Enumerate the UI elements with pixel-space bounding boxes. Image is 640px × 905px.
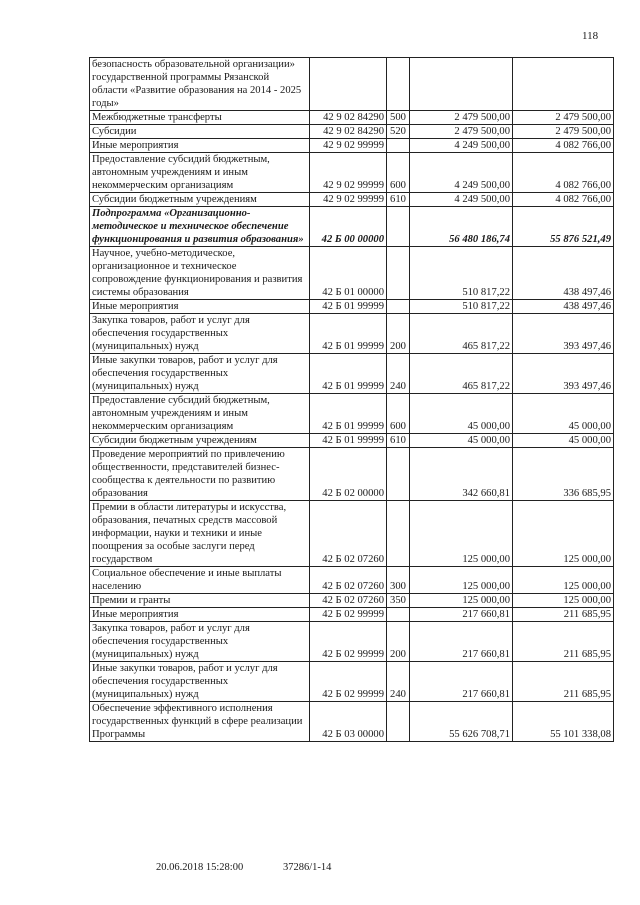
table-row bbox=[90, 139, 614, 153]
executed-amount: 55 101 338,08 bbox=[513, 702, 614, 742]
executed-amount: 125 000,00 bbox=[513, 594, 614, 608]
planned-amount: 45 000,00 bbox=[410, 394, 513, 434]
planned-amount: 465 817,22 bbox=[410, 314, 513, 354]
table-row bbox=[90, 394, 614, 434]
footer-document-code: 37286/1-14 bbox=[283, 862, 332, 873]
target-article-code: 42 Б 01 00000 bbox=[310, 247, 387, 300]
planned-amount: 4 249 500,00 bbox=[410, 153, 513, 193]
table-row bbox=[90, 125, 614, 139]
row-name: Межбюджетные трансферты bbox=[90, 111, 310, 125]
planned-amount: 45 000,00 bbox=[410, 434, 513, 448]
target-article-code: 42 9 02 99999 bbox=[310, 139, 387, 153]
expense-type-code bbox=[387, 58, 410, 111]
target-article-code: 42 Б 01 99999 bbox=[310, 394, 387, 434]
row-name: Закупка товаров, работ и услуг для обеспечения государственных (муниципальных) нужд bbox=[90, 314, 310, 354]
row-name: Иные закупки товаров, работ и услуг для обеспечения государственных (муниципальных) нужд bbox=[90, 662, 310, 702]
table-row bbox=[90, 153, 614, 193]
expense-type-code: 610 bbox=[387, 434, 410, 448]
planned-amount: 4 249 500,00 bbox=[410, 139, 513, 153]
table-row bbox=[90, 207, 614, 247]
target-article-code: 42 Б 01 99999 bbox=[310, 434, 387, 448]
table-row bbox=[90, 662, 614, 702]
executed-amount: 211 685,95 bbox=[513, 622, 614, 662]
planned-amount: 510 817,22 bbox=[410, 300, 513, 314]
table-row bbox=[90, 608, 614, 622]
executed-amount: 45 000,00 bbox=[513, 394, 614, 434]
planned-amount: 217 660,81 bbox=[410, 662, 513, 702]
table-row bbox=[90, 314, 614, 354]
row-name: Иные закупки товаров, работ и услуг для обеспечения государственных (муниципальных) нужд bbox=[90, 354, 310, 394]
target-article-code: 42 Б 02 00000 bbox=[310, 448, 387, 501]
table-row bbox=[90, 300, 614, 314]
expense-type-code bbox=[387, 139, 410, 153]
table-row bbox=[90, 247, 614, 300]
executed-amount bbox=[513, 58, 614, 111]
expense-type-code bbox=[387, 448, 410, 501]
executed-amount: 55 876 521,49 bbox=[513, 207, 614, 247]
planned-amount: 55 626 708,71 bbox=[410, 702, 513, 742]
expense-type-code bbox=[387, 247, 410, 300]
executed-amount: 2 479 500,00 bbox=[513, 125, 614, 139]
planned-amount: 2 479 500,00 bbox=[410, 125, 513, 139]
executed-amount: 393 497,46 bbox=[513, 354, 614, 394]
table-row bbox=[90, 501, 614, 567]
expense-type-code: 500 bbox=[387, 111, 410, 125]
target-article-code: 42 Б 00 00000 bbox=[310, 207, 387, 247]
row-name: Субсидии bbox=[90, 125, 310, 139]
footer-timestamp: 20.06.2018 15:28:00 bbox=[156, 862, 244, 873]
target-article-code: 42 Б 02 07260 bbox=[310, 567, 387, 594]
target-article-code: 42 Б 02 99999 bbox=[310, 622, 387, 662]
planned-amount: 125 000,00 bbox=[410, 501, 513, 567]
expense-type-code: 240 bbox=[387, 354, 410, 394]
planned-amount: 125 000,00 bbox=[410, 567, 513, 594]
expense-type-code bbox=[387, 300, 410, 314]
expense-type-code: 520 bbox=[387, 125, 410, 139]
planned-amount: 125 000,00 bbox=[410, 594, 513, 608]
row-name: Предоставление субсидий бюджетным, автономным учреждениям и иным некоммерческим организациям bbox=[90, 153, 310, 193]
planned-amount: 56 480 186,74 bbox=[410, 207, 513, 247]
row-name: Премии и гранты bbox=[90, 594, 310, 608]
executed-amount: 125 000,00 bbox=[513, 567, 614, 594]
executed-amount: 125 000,00 bbox=[513, 501, 614, 567]
target-article-code: 42 Б 02 07260 bbox=[310, 594, 387, 608]
table-row bbox=[90, 622, 614, 662]
expense-type-code: 200 bbox=[387, 622, 410, 662]
expense-type-code bbox=[387, 501, 410, 567]
expense-type-code: 240 bbox=[387, 662, 410, 702]
row-name: Научное, учебно-методическое, организационное и техническое сопровождение функционирования и развития системы образования bbox=[90, 247, 310, 300]
page-number: 118 bbox=[582, 30, 599, 42]
planned-amount: 4 249 500,00 bbox=[410, 193, 513, 207]
target-article-code: 42 Б 02 99999 bbox=[310, 662, 387, 702]
row-name: Иные мероприятия bbox=[90, 608, 310, 622]
planned-amount: 2 479 500,00 bbox=[410, 111, 513, 125]
budget-table bbox=[89, 57, 614, 742]
planned-amount: 342 660,81 bbox=[410, 448, 513, 501]
target-article-code: 42 Б 02 07260 bbox=[310, 501, 387, 567]
executed-amount: 393 497,46 bbox=[513, 314, 614, 354]
row-name: Субсидии бюджетным учреждениям bbox=[90, 193, 310, 207]
row-name: безопасность образовательной организации» государственной программы Рязанской области «Развитие образования на 2014 - 2025 годы» bbox=[90, 58, 310, 111]
executed-amount: 4 082 766,00 bbox=[513, 139, 614, 153]
expense-type-code bbox=[387, 608, 410, 622]
row-name: Иные мероприятия bbox=[90, 139, 310, 153]
planned-amount: 510 817,22 bbox=[410, 247, 513, 300]
target-article-code: 42 Б 03 00000 bbox=[310, 702, 387, 742]
executed-amount: 45 000,00 bbox=[513, 434, 614, 448]
target-article-code: 42 9 02 84290 bbox=[310, 111, 387, 125]
table-row bbox=[90, 111, 614, 125]
executed-amount: 4 082 766,00 bbox=[513, 193, 614, 207]
expense-type-code: 350 bbox=[387, 594, 410, 608]
executed-amount: 4 082 766,00 bbox=[513, 153, 614, 193]
target-article-code bbox=[310, 58, 387, 111]
expense-type-code bbox=[387, 702, 410, 742]
expense-type-code: 610 bbox=[387, 193, 410, 207]
row-name: Обеспечение эффективного исполнения государственных функций в сфере реализации Программы bbox=[90, 702, 310, 742]
row-name: Субсидии бюджетным учреждениям bbox=[90, 434, 310, 448]
row-name: Социальное обеспечение и иные выплаты населению bbox=[90, 567, 310, 594]
row-name: Иные мероприятия bbox=[90, 300, 310, 314]
executed-amount: 2 479 500,00 bbox=[513, 111, 614, 125]
executed-amount: 211 685,95 bbox=[513, 608, 614, 622]
table-row bbox=[90, 434, 614, 448]
table-row bbox=[90, 58, 614, 111]
expense-type-code bbox=[387, 207, 410, 247]
target-article-code: 42 Б 01 99999 bbox=[310, 314, 387, 354]
expense-type-code: 600 bbox=[387, 394, 410, 434]
budget-table-body bbox=[90, 58, 614, 742]
planned-amount: 217 660,81 bbox=[410, 622, 513, 662]
executed-amount: 211 685,95 bbox=[513, 662, 614, 702]
table-row bbox=[90, 354, 614, 394]
expense-type-code: 600 bbox=[387, 153, 410, 193]
table-row bbox=[90, 448, 614, 501]
table-row bbox=[90, 193, 614, 207]
planned-amount: 465 817,22 bbox=[410, 354, 513, 394]
target-article-code: 42 9 02 84290 bbox=[310, 125, 387, 139]
expense-type-code: 200 bbox=[387, 314, 410, 354]
row-name: Проведение мероприятий по привлечению общественности, представителей бизнес-сообщества к деятельности по развитию образования bbox=[90, 448, 310, 501]
planned-amount: 217 660,81 bbox=[410, 608, 513, 622]
target-article-code: 42 Б 02 99999 bbox=[310, 608, 387, 622]
executed-amount: 336 685,95 bbox=[513, 448, 614, 501]
target-article-code: 42 9 02 99999 bbox=[310, 153, 387, 193]
target-article-code: 42 9 02 99999 bbox=[310, 193, 387, 207]
executed-amount: 438 497,46 bbox=[513, 247, 614, 300]
row-name: Премии в области литературы и искусства, образования, печатных средств массовой информации, науки и техники и иные поощрения за особые заслуги перед государством bbox=[90, 501, 310, 567]
table-row bbox=[90, 702, 614, 742]
row-name: Подпрограмма «Организационно-методическое и техническое обеспечение функционирования и развития образования» bbox=[90, 207, 310, 247]
row-name: Закупка товаров, работ и услуг для обеспечения государственных (муниципальных) нужд bbox=[90, 622, 310, 662]
executed-amount: 438 497,46 bbox=[513, 300, 614, 314]
target-article-code: 42 Б 01 99999 bbox=[310, 354, 387, 394]
planned-amount bbox=[410, 58, 513, 111]
target-article-code: 42 Б 01 99999 bbox=[310, 300, 387, 314]
row-name: Предоставление субсидий бюджетным, автономным учреждениям и иным некоммерческим организациям bbox=[90, 394, 310, 434]
table-row bbox=[90, 594, 614, 608]
expense-type-code: 300 bbox=[387, 567, 410, 594]
table-row bbox=[90, 567, 614, 594]
